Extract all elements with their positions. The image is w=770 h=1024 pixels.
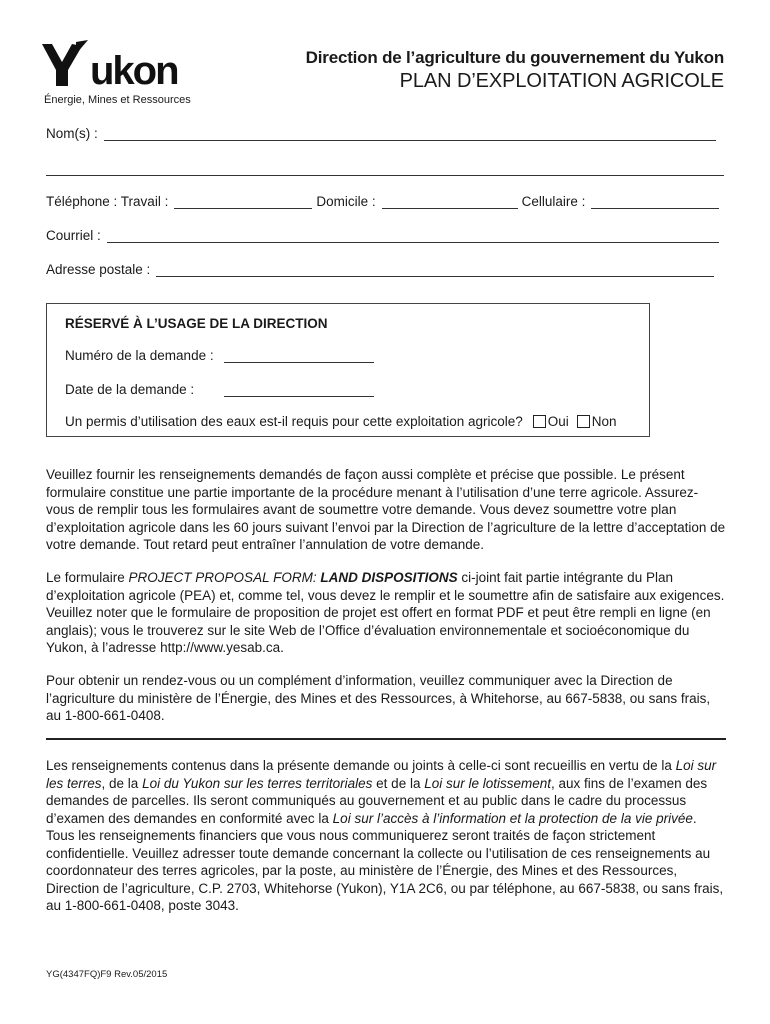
instructions-paragraph: Veuillez fournir les renseignements demandés de façon aussi complète et précise que possible. Le présent formulaire constitue une partie importante de la procédure menant à l’utilisation d’une terre agricole. Assurez-vous de remplir tous les formulaires avant de soumettre votre demande. Vous devez soumettre votre plan d’exploitation agricole dans les 60 jours suivant l’envoi par la Direction de l’agriculture de la lettre d’acceptation de votre demande. Tout retard peut entraîner l’annulation de votre demande.	[46, 467, 726, 552]
application-number-input-line[interactable]	[224, 350, 374, 363]
yes-label: Oui	[547, 414, 569, 429]
privacy-notice	[46, 757, 726, 915]
section-divider	[46, 738, 726, 740]
law-subdivision-act: Loi sur le lotissement	[424, 775, 552, 791]
no-checkbox[interactable]	[577, 415, 590, 428]
law-territorial-lands-act: Loi du Yukon sur les terres territoriales	[142, 775, 373, 791]
application-number-label: Numéro de la demande :	[65, 348, 214, 363]
email-field	[46, 228, 719, 243]
application-date-input-line[interactable]	[224, 384, 374, 397]
work-phone-input-line[interactable]	[174, 196, 312, 209]
water-permit-row	[65, 414, 617, 429]
form-code: YG(4347FQ)F9 Rev.05/2015	[46, 969, 168, 980]
email-label: Courriel :	[46, 228, 101, 243]
address-field	[46, 262, 714, 277]
home-phone-label: Domicile :	[316, 194, 376, 209]
form-name-italic: PROJECT PROPOSAL FORM:	[128, 570, 317, 585]
form-name-bold: LAND DISPOSITIONS	[316, 570, 458, 585]
application-date-row	[65, 382, 374, 397]
cell-phone-label: Cellulaire :	[521, 194, 586, 209]
work-phone-label: Téléphone : Travail :	[46, 194, 169, 209]
name-field	[46, 126, 716, 141]
p2-text-a: Le formulaire	[46, 570, 129, 585]
logo-mark-icon	[36, 40, 206, 96]
name-second-line[interactable]	[46, 163, 724, 176]
email-input-line[interactable]	[107, 230, 719, 243]
cell-phone-input-line[interactable]	[591, 196, 719, 209]
name-input-line[interactable]	[104, 128, 716, 141]
logo-wordmark: ukon	[90, 49, 178, 93]
yukon-logo	[36, 40, 206, 106]
home-phone-input-line[interactable]	[382, 196, 518, 209]
p4-text-a: Les renseignements contenus dans la présente demande ou joints à celle-ci sont recueillis en vertu de la	[46, 758, 676, 773]
law-atipp-act: Loi sur l’accès à l’information et la protection de la vie privée	[332, 810, 693, 826]
office-use-title: RÉSERVÉ À L’USAGE DE LA DIRECTION	[65, 316, 328, 331]
project-proposal-paragraph	[46, 569, 726, 657]
water-permit-question: Un permis d’utilisation des eaux est-il requis pour cette exploitation agricole?	[65, 414, 523, 429]
department-name: Énergie, Mines et Ressources	[44, 94, 191, 106]
p4-text-c: et de la	[372, 775, 425, 791]
phone-field	[46, 194, 719, 209]
p4-text-d: , aux fins de l’examen des demandes de parcelles. Ils seront communiqués au gouvernement et au public dans le cadre du processus d’examen des demandes en conformité avec la	[46, 775, 708, 826]
header	[306, 48, 724, 93]
office-use-box	[46, 303, 650, 437]
address-label: Adresse postale :	[46, 262, 151, 277]
p4-text-b: , de la	[101, 775, 143, 791]
law-lands-act: Loi sur les terres	[46, 758, 717, 791]
application-number-row	[65, 348, 374, 363]
address-input-line[interactable]	[156, 264, 714, 277]
organization-name: Direction de l’agriculture du gouvernement du Yukon	[305, 48, 724, 67]
contact-paragraph: Pour obtenir un rendez-vous ou un complément d’information, veuillez communiquer avec la Direction de l’agriculture du ministère de l’Énergie, des Mines et des Ressources, à Whitehorse, au 667-5838, ou sans frais, au 1-800-661-0408.	[46, 673, 711, 723]
name-label: Nom(s) :	[46, 126, 98, 141]
p2-text-b: ci-joint fait partie intégrante du Plan d’exploitation agricole (PEA) et, comme tel, vous devez le remplir et le soumettre afin de satisfaire aux exigences. Veuillez noter que le formulaire de proposition de projet est offert en format PDF et peut être rempli en ligne (en anglais); vous le trouverez sur le site Web de l’Office d’évaluation environnementale et socioéconomique du Yukon, à l’adresse http://www.yesab.ca.	[46, 570, 725, 655]
page-title: PLAN D’EXPLOITATION AGRICOLE	[399, 70, 724, 92]
application-date-label: Date de la demande :	[65, 382, 195, 397]
no-label: Non	[591, 414, 617, 429]
yes-checkbox[interactable]	[533, 415, 546, 428]
p4-text-e: . Tous les renseignements financiers que vous nous communiquerez seront traités de façon strictement confidentielle. Veuillez adresser toute demande concernant la collecte ou l’utilisation de ces renseignements au coordonnateur des terres agricoles, par la poste, au ministère de l’Énergie, des Mines et des Ressources, Direction de l’agriculture, C.P. 2703, Whitehorse (Yukon), Y1A 2C6, ou par téléphone, au 667-5838, ou sans frais, au 1-800-661-0408, poste 3043.	[46, 810, 724, 913]
